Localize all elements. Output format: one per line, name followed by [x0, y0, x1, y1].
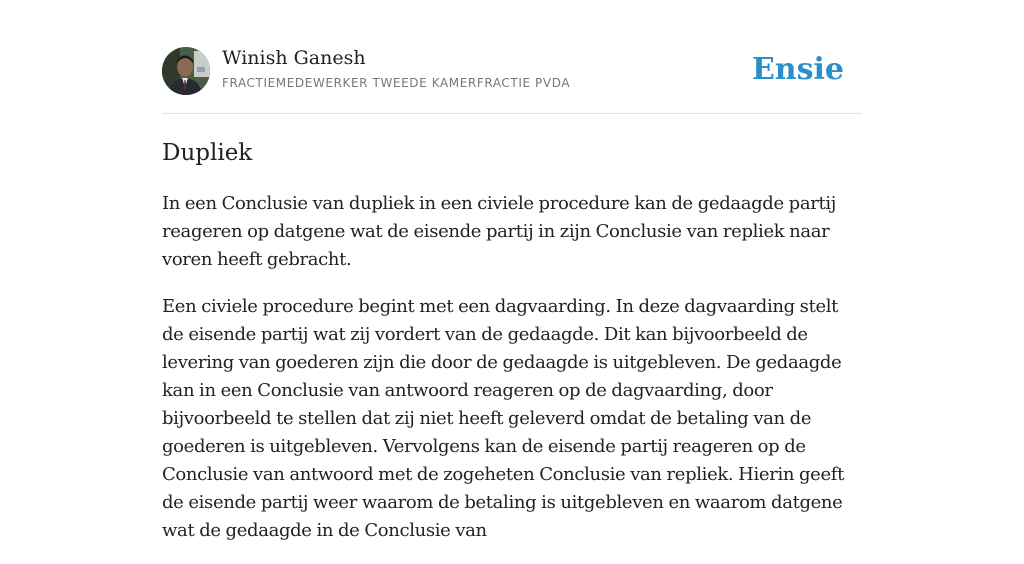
article-header: [162, 0, 862, 114]
ensie-logo[interactable]: Ensie: [751, 52, 844, 87]
article-body: [162, 190, 862, 564]
author-role: FRACTIEMEDEWERKER TWEEDE KAMERFRACTIE PVDA: [222, 76, 571, 90]
person-photo-icon: [162, 47, 210, 95]
article-paragraph-2: Een civiele procedure begint met een dagvaarding. In deze dagvaarding stelt de eisende partij wat zij vordert van de gedaagde. Dit kan bijvoorbeeld de levering van goederen zijn die door de gedaagde is uitgebleven. De gedaagde kan in een Conclusie van antwoord reageren op de dagvaarding, door bijvoorbeeld te stellen dat zij niet heeft geleverd omdat de betaling van de goederen is uitgebleven. Vervolgens kan de eisende partij reageren op de Conclusie van antwoord met de zogeheten Conclusie van repliek. Hierin geeft de eisende partij weer waarom de betaling is uitgebleven en waarom datgene wat de gedaagde in de Conclusie van: [162, 296, 844, 541]
author-name[interactable]: Winish Ganesh: [222, 47, 366, 69]
author-avatar[interactable]: [162, 47, 210, 95]
article-paragraph-1: In een Conclusie van dupliek in een civiele procedure kan de gedaagde partij reageren op datgene wat de eisende partij in zijn Conclusie van repliek naar voren heeft gebracht.: [162, 193, 836, 270]
article-title: Dupliek: [162, 140, 253, 166]
content-container: [162, 0, 862, 541]
